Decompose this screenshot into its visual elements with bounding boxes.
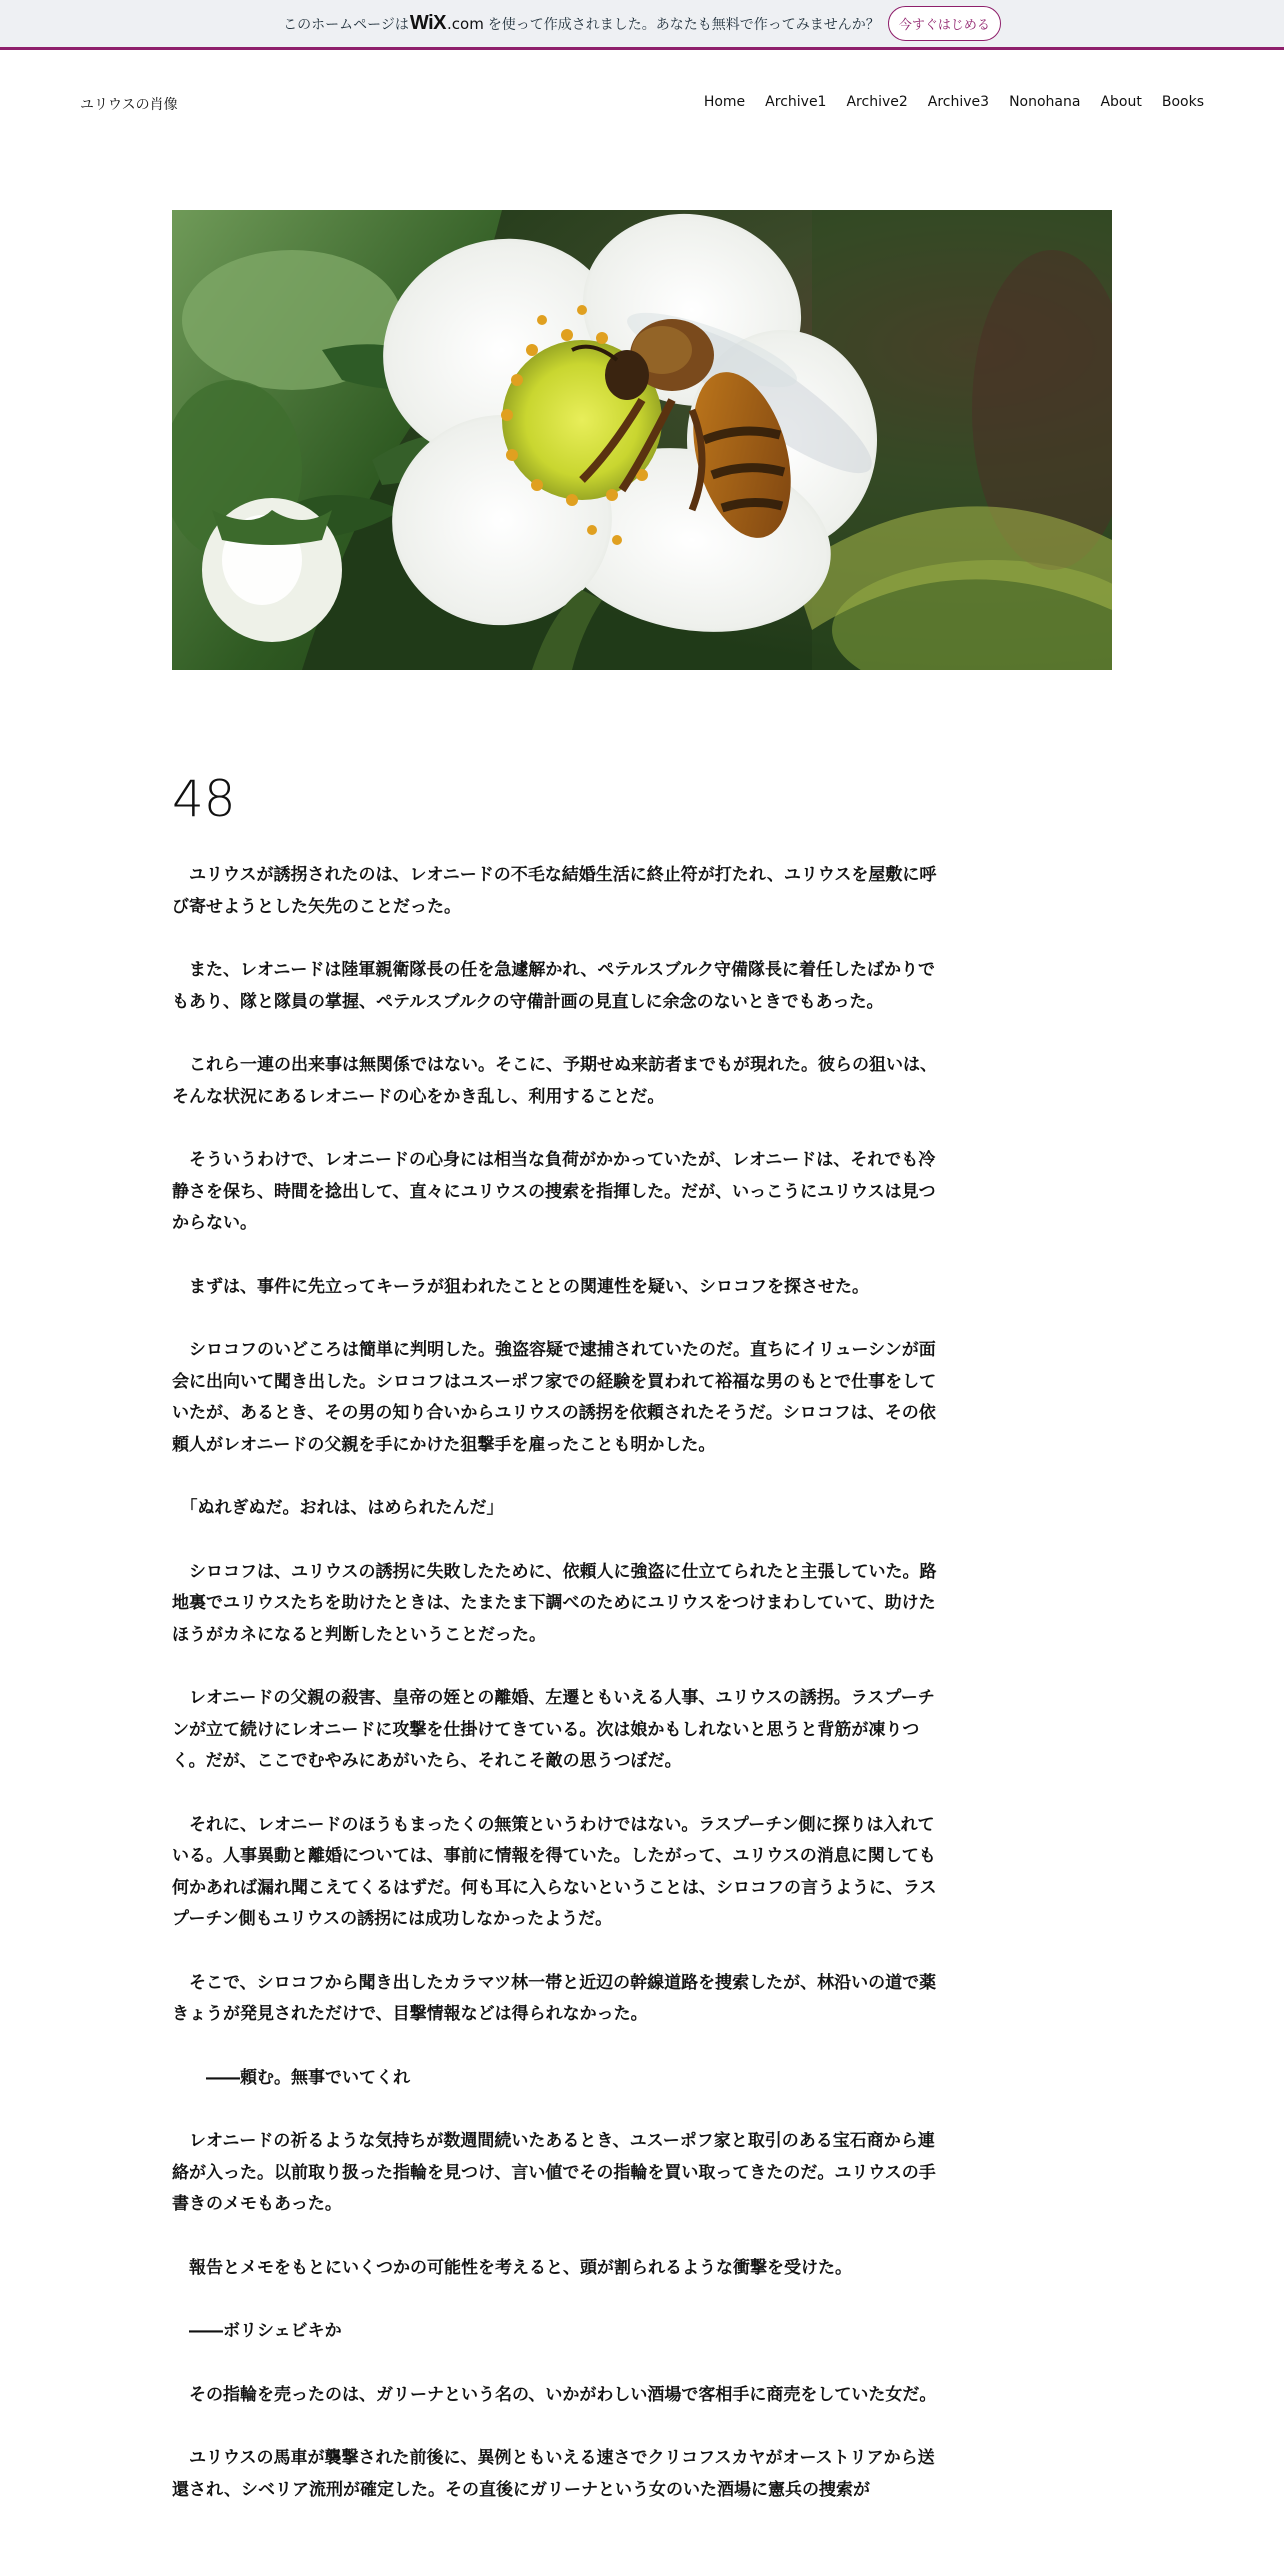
post-paragraph: ユリウスの馬車が襲撃された前後に、異例ともいえる速さでクリコフスカヤがオーストリアから送還され、シベリア流刑が確定した。その直後にガリーナという女のいた酒場に憲兵の捜索が [172, 2448, 935, 2500]
nav-item-nonohana[interactable]: Nonohana [1009, 94, 1081, 110]
nav-item-home[interactable]: Home [703, 94, 746, 110]
post-paragraph: レオニードの父親の殺害、皇帝の姪との離婚、左遷ともいえる人事、ユリウスの誘拐。ラスプーチンが立て続けにレオニードに攻撃を仕掛けてきている。次は娘かもしれないと思うと背筋が凍りつく。だが、ここでむやみにあがいたら、それこそ敵の思うつぼだ。 [172, 1688, 935, 1771]
post-paragraph: それに、レオニードのほうもまったくの無策というわけではない。ラスプーチン側に探りは入れている。人事異動と離婚については、事前に情報を得ていた。したがって、ユリウスの消息に関しても何かあれば漏れ聞こえてくるはずだ。何も耳に入らないということは、シロコフの言うように、ラスプーチン側もユリウスの誘拐には成功しなかったようだ。 [172, 1814, 937, 1929]
start-now-button[interactable]: 今すぐはじめる [888, 6, 1001, 41]
post-paragraph: その指輪を売ったのは、ガリーナという名の、いかがわしい酒場で客相手に商売をしていた女だ。 [172, 2384, 937, 2405]
wix-promo-banner [0, 0, 1284, 50]
post-paragraph: シロコフは、ユリウスの誘拐に失敗したために、依頼人に強盗に仕立てられたと主張していた。路地裏でユリウスたちを助けたときは、たまたま下調べのためにユリウスをつけまわしていて、助けたほうがカネになると判断したということだった。 [172, 1561, 937, 1645]
bee-on-flower-photo [172, 210, 1112, 670]
post-paragraph: そういうわけで、レオニードの心身には相当な負荷がかかっていたが、レオニードは、それでも冷静さを保ち、時間を捻出して、直々にユリウスの捜索を指揮した。だが、いっこうにユリウスは見つからない。 [172, 1150, 936, 1233]
wix-banner-prefix: このホームページは [283, 16, 409, 33]
nav-item-books[interactable]: Books [1161, 94, 1204, 110]
post-paragraph: レオニードの祈るような気持ちが数週間続いたあるとき、ユスーポフ家と取引のある宝石商から連絡が入った。以前取り扱った指輪を見つけ、言い値でその指輪を買い取ってきたのだ。ユリウスの手書きのメモもあった。 [172, 2131, 936, 2214]
nav-item-about[interactable]: About [1100, 94, 1142, 110]
post-body [172, 860, 948, 2538]
nav-item-archive1[interactable]: Archive1 [765, 94, 827, 110]
post-title: 48 [172, 769, 236, 828]
post-paragraph: ユリウスが誘拐されたのは、レオニードの不毛な結婚生活に終止符が打たれ、ユリウスを屋敷に呼び寄せようとした矢先のことだった。 [172, 865, 937, 917]
post-paragraph: まずは、事件に先立ってキーラが狙われたこととの関連性を疑い、シロコフを探させた。 [172, 1276, 869, 1297]
post-paragraph: また、レオニードは陸軍親衛隊長の任を急遽解かれ、ペテルスブルク守備隊長に着任したばかりでもあり、隊と隊員の掌握、ペテルスブルクの守備計画の見直しに余念のないときでもあった。 [172, 960, 935, 1012]
post-paragraph: これら一連の出来事は無関係ではない。そこに、予期せぬ来訪者までもが現れた。彼らの狙いは、そんな状況にあるレオニードの心をかき乱し、利用することだ。 [172, 1055, 937, 1107]
post-paragraph: シロコフのいどころは簡単に判明した。強盗容疑で逮捕されていたのだ。直ちにイリューシンが面会に出向いて聞き出した。シロコフはユスーポフ家での経験を買われて裕福な男のもとで仕事をしていたが、あるとき、その男の知り合いからユリウスの誘拐を依頼されたそうだ。シロコフは、その依頼人がレオニードの父親を手にかけた狙撃手を雇ったことも明かした。 [172, 1340, 937, 1455]
post-paragraph: ――ボリシェビキか [172, 2321, 342, 2341]
nav-item-archive2[interactable]: Archive2 [846, 94, 908, 110]
hero-image [172, 210, 1112, 670]
main-nav [704, 94, 1204, 110]
nav-item-archive3[interactable]: Archive3 [927, 94, 990, 110]
post-paragraph: ――頼む。無事でいてくれ [172, 2067, 410, 2088]
wix-logo: WiX [409, 12, 446, 34]
site-title[interactable]: ユリウスの肖像 [80, 97, 178, 113]
post-paragraph: 「ぬれぎぬだ。おれは、はめられたんだ」 [172, 1498, 504, 1518]
post-paragraph: そこで、シロコフから聞き出したカラマツ林一帯と近辺の幹線道路を捜索したが、林沿いの道で薬きょうが発見されただけで、目撃情報などは得られなかった。 [172, 1972, 937, 2024]
wix-logo-dotcom: .com [447, 14, 484, 33]
post-paragraph: 報告とメモをもとにいくつかの可能性を考えると、頭が割られるような衝撃を受けた。 [172, 2257, 852, 2278]
wix-banner-suffix: を使って作成されました。あなたも無料で作ってみませんか？ [487, 16, 880, 33]
